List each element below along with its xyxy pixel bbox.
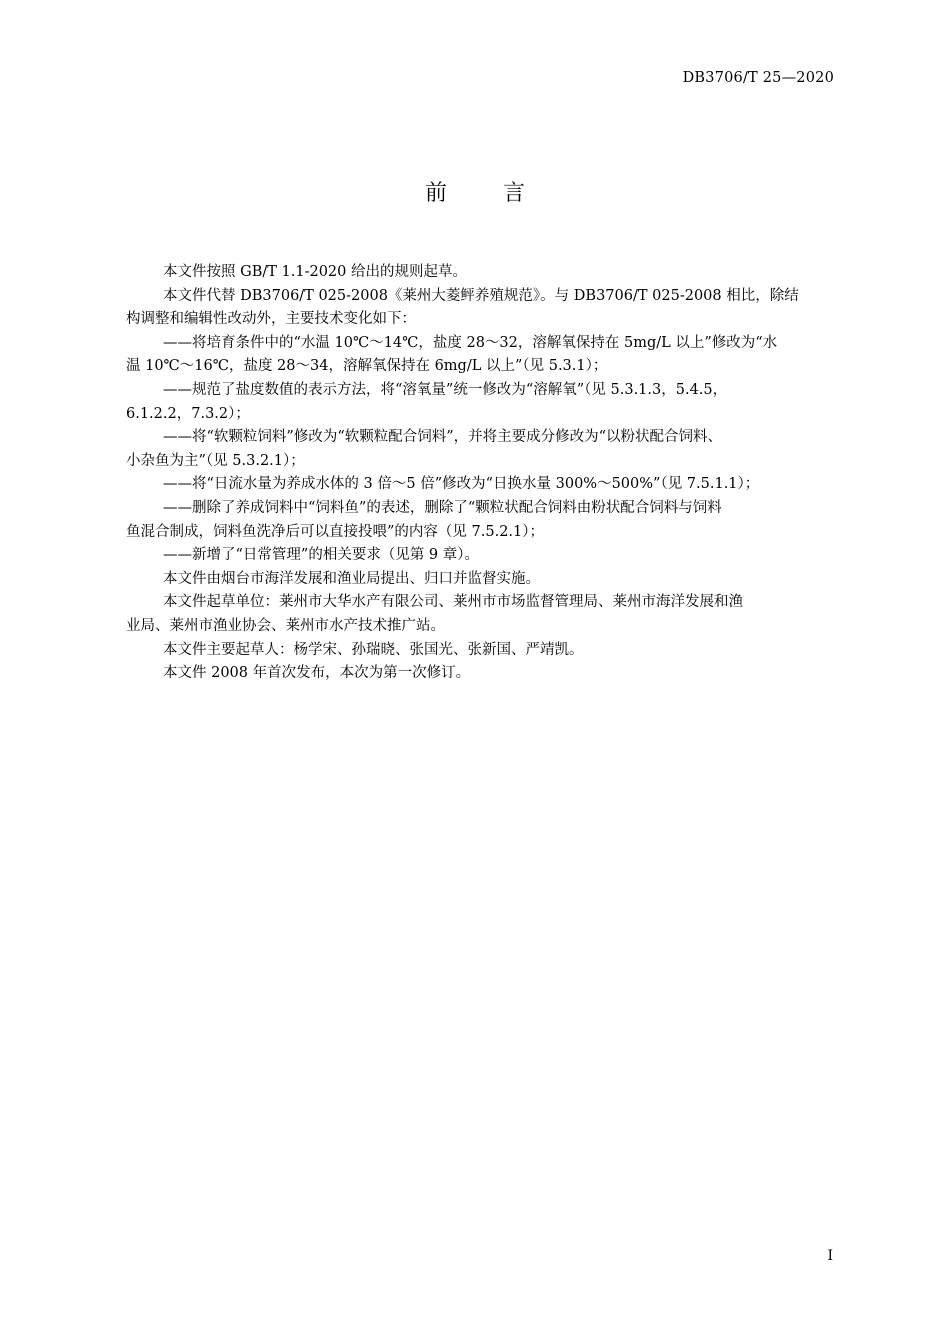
paragraph-drafting-units — [126, 591, 834, 638]
paragraph-line: 6.1.2.2，7.3.2）； — [126, 405, 250, 422]
paragraph-line: 温 10℃～16℃，盐度 28～34，溶解氧保持在 6mg/L 以上”（见 5.3.1）； — [126, 358, 608, 375]
paragraph-drafters — [126, 639, 834, 663]
paragraph-line: 本文件按照 GB/T 1.1-2020 给出的规则起草。 — [163, 264, 467, 280]
page-number: I — [827, 1248, 833, 1264]
paragraph-line: 构调整和编辑性改动外，主要技术变化如下： — [126, 311, 416, 328]
document-code: DB3706/T 25—2020 — [682, 70, 834, 86]
paragraph-line: ——删除了养成饲料中“饲料鱼”的表述，删除了“颗粒状配合饲料由粉状配合饲料与饲料 — [163, 499, 722, 516]
paragraph-line: ——将“日流水量为养成水体的 3 倍～5 倍”修改为“日换水量 300%～500%”（见 7.5.1.1）； — [163, 476, 760, 493]
paragraph-replacement — [126, 285, 834, 332]
paragraph-drafting-rules — [126, 261, 834, 285]
paragraph-proposer — [126, 568, 834, 592]
paragraph-line: 本文件主要起草人：杨学宋、孙瑞晓、张国光、张新国、严靖凯。 — [163, 641, 584, 658]
paragraph-line: ——将“软颗粒饲料”修改为“软颗粒配合饲料”，并将主要成分修改为“以粉状配合饲料、 — [163, 429, 723, 446]
paragraph-line: 本文件起草单位：莱州市大华水产有限公司、莱州市市场监督管理局、莱州市海洋发展和渔 — [163, 594, 743, 611]
paragraph-line: 本文件 2008 年首次发布，本次为第一次修订。 — [163, 665, 471, 682]
paragraph-line: 本文件由烟台市海洋发展和渔业局提出、归口并监督实施。 — [163, 570, 540, 587]
change-item-salinity — [126, 379, 834, 426]
paragraph-line: ——规范了盐度数值的表示方法，将“溶氧量”统一修改为“溶解氧”（见 5.3.1.3，5.4.5， — [163, 381, 728, 398]
paragraph-line: ——将培育条件中的“水温 10℃～14℃，盐度 28～32，溶解氧保持在 5mg/L 以上”修改为“水 — [163, 334, 778, 351]
change-item-daily-management — [126, 544, 834, 568]
paragraph-line: ——新增了“日常管理”的相关要求（见第 9 章）。 — [163, 547, 480, 564]
page-title: 前言 — [424, 181, 581, 206]
paragraph-line: 本文件代替 DB3706/T 025-2008《莱州大菱鲆养殖规范》。与 DB3706/T 025-2008 相比，除结 — [163, 287, 799, 304]
change-item-feed — [126, 426, 834, 473]
foreword-body — [126, 261, 834, 686]
paragraph-history — [126, 662, 834, 686]
change-item-conditions — [126, 332, 834, 379]
paragraph-line: 鱼混合制成，饲料鱼洗净后可以直接投喂”的内容（见 7.5.2.1）； — [126, 523, 544, 540]
change-item-feed-fish — [126, 497, 834, 544]
paragraph-line: 业局、莱州市渔业协会、莱州市水产技术推广站。 — [126, 617, 445, 634]
paragraph-line: 小杂鱼为主”（见 5.3.2.1）； — [126, 452, 305, 469]
change-item-water-exchange — [126, 473, 834, 497]
